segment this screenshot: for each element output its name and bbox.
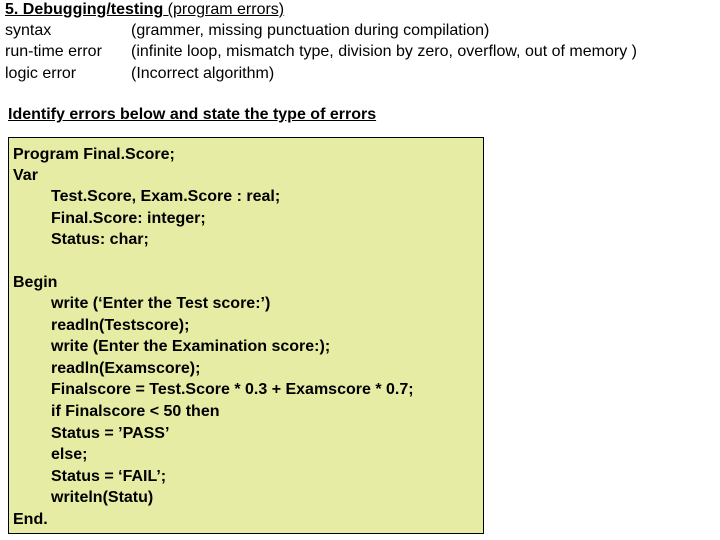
error-term: syntax [5, 22, 52, 39]
code-line: Final.Score: integer; [51, 210, 206, 227]
instruction-text: Identify errors below and state the type of errors [8, 106, 377, 123]
error-description: (grammer, missing punctuation during compilation) [131, 22, 490, 39]
code-line: readln(Testscore); [51, 317, 190, 334]
error-description: (infinite loop, mismatch type, division by zero, overflow, out of memory ) [131, 43, 637, 60]
code-line: if Finalscore < 50 then [51, 403, 220, 420]
code-line: Var [13, 167, 38, 184]
error-term: run-time error [5, 43, 102, 60]
code-line: Begin [13, 274, 58, 291]
code-line: End. [13, 511, 48, 528]
code-line: Test.Score, Exam.Score : real; [51, 188, 281, 205]
error-type-syntax [5, 21, 489, 41]
code-listing-box [8, 137, 484, 534]
code-line: Status = ’PASS’ [51, 425, 170, 442]
section-heading-subtitle: (program errors) [163, 1, 285, 18]
code-line: else; [51, 446, 88, 463]
code-line: Finalscore = Test.Score * 0.3 + Examscore * 0.7; [51, 381, 414, 398]
code-line: writeln(Statu) [51, 489, 154, 506]
code-line: Status: char; [51, 231, 149, 248]
error-description: (Incorrect algorithm) [131, 65, 275, 82]
code-line: write (Enter the Examination score:); [51, 338, 331, 355]
section-heading [5, 0, 284, 20]
code-line: Program Final.Score; [13, 146, 175, 163]
code-line: readln(Examscore); [51, 360, 201, 377]
error-type-logic [5, 64, 274, 84]
section-heading-number: 5. Debugging/testing [5, 1, 164, 18]
error-type-runtime [5, 42, 637, 62]
error-term: logic error [5, 65, 77, 82]
code-line: write (‘Enter the Test score:’) [51, 295, 271, 312]
code-line: Status = ‘FAIL’; [51, 468, 167, 485]
